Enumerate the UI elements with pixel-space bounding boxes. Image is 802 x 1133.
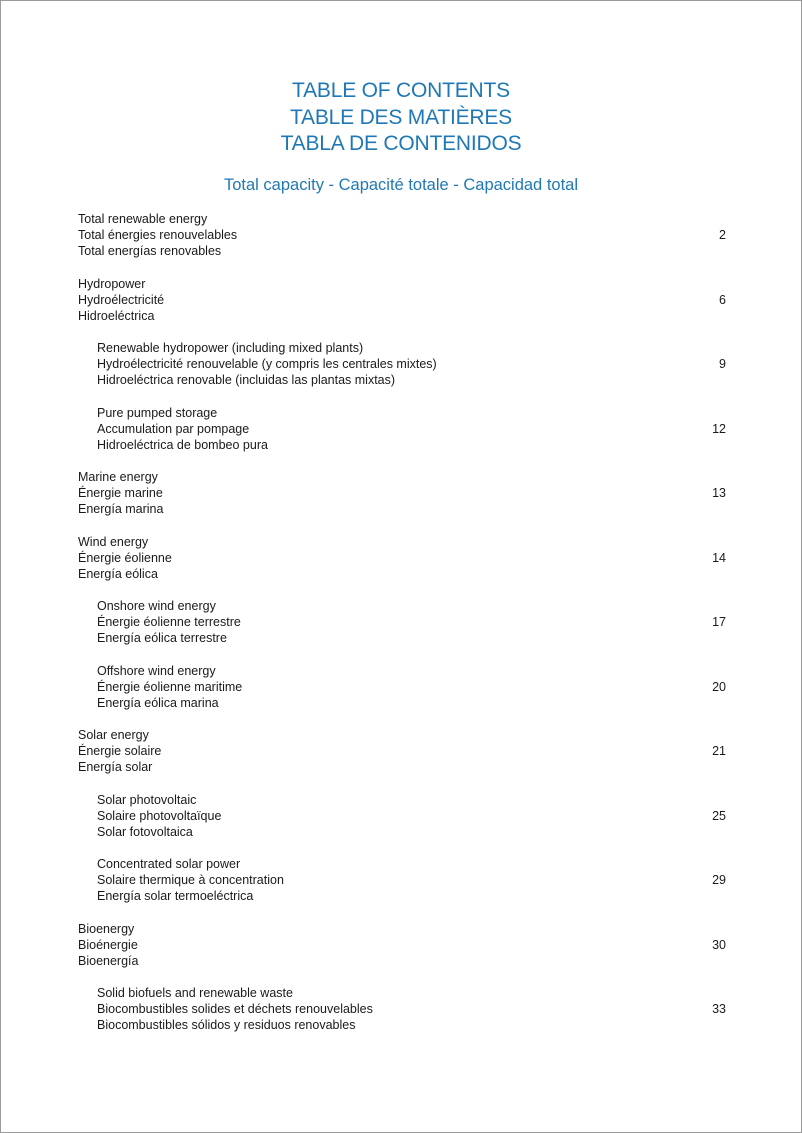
toc-label-french: Bioénergie [78, 937, 138, 952]
page-title [1, 78, 801, 158]
toc-page-number: 6 [719, 292, 726, 307]
toc-page-number: 2 [719, 228, 726, 243]
toc-page-number: 17 [712, 615, 726, 630]
toc-page-number: 33 [712, 1002, 726, 1017]
toc-label-spanish: Hidroeléctrica renovable (incluidas las plantas mixtas) [97, 373, 396, 388]
toc-entry [78, 276, 726, 341]
toc-entry-labels [97, 405, 268, 453]
toc-entry [78, 469, 726, 534]
toc-subentry [78, 985, 726, 1050]
toc-label-french: Solaire photovoltaïque [97, 808, 222, 823]
section-subtitle: Total capacity - Capacité totale - Capacidad total [223, 176, 579, 194]
toc-subentry [78, 792, 726, 857]
toc-label-english: Wind energy [78, 534, 149, 549]
toc-label-spanish: Hidroeléctrica de bombeo pura [97, 437, 268, 452]
toc-label-spanish: Total energías renovables [78, 244, 222, 259]
title-english: TABLE OF CONTENTS [292, 79, 510, 102]
toc-label-english: Renewable hydropower (including mixed plants) [97, 341, 364, 355]
toc-label-english: Solar energy [78, 728, 149, 742]
toc-entry-labels [97, 663, 242, 711]
toc-entry-labels [78, 534, 172, 582]
toc-entry [78, 211, 726, 276]
toc-entry-labels [78, 469, 163, 517]
toc-label-spanish: Energía solar [78, 760, 153, 775]
toc-label-english: Total renewable energy [78, 212, 208, 226]
toc-entry-labels [78, 276, 164, 324]
toc-label-spanish: Energía marina [78, 502, 164, 517]
toc-label-spanish: Energía eólica terrestre [97, 631, 227, 646]
toc-page-number: 21 [712, 744, 726, 759]
toc-page-number: 12 [712, 421, 726, 436]
toc-label-spanish: Energía eólica marina [97, 695, 219, 710]
toc-label-spanish: Energía solar termoeléctrica [97, 889, 254, 904]
toc-entry-labels [97, 985, 373, 1033]
toc-page-number: 20 [712, 679, 726, 694]
toc-label-french: Solaire thermique à concentration [97, 873, 284, 888]
toc-entry [78, 727, 726, 792]
toc-label-french: Biocombustibles solides et déchets renouvelables [97, 1002, 373, 1017]
toc-entry-labels [78, 921, 138, 969]
toc-subentry [78, 598, 726, 663]
toc-label-spanish: Biocombustibles sólidos y residuos renovables [97, 1018, 356, 1033]
toc-subentry [78, 340, 726, 405]
toc-label-english: Concentrated solar power [97, 857, 241, 871]
toc-page-number: 30 [712, 937, 726, 952]
toc-label-english: Marine energy [78, 470, 158, 484]
toc-label-french: Total énergies renouvelables [78, 228, 238, 243]
toc-label-french: Accumulation par pompage [97, 421, 250, 436]
toc-label-spanish: Solar fotovoltaica [97, 824, 193, 839]
toc-entry-labels [97, 792, 221, 840]
toc-page-number: 14 [712, 550, 726, 565]
toc-entry [78, 534, 726, 599]
toc-label-french: Énergie solaire [78, 744, 162, 759]
toc-page-number: 13 [712, 486, 726, 501]
toc-label-french: Énergie éolienne terrestre [97, 615, 241, 630]
toc-label-french: Hydroélectricité [78, 292, 165, 307]
toc-label-french: Énergie éolienne maritime [97, 679, 243, 694]
toc-subentry [78, 405, 726, 470]
toc-label-english: Solar photovoltaic [97, 792, 197, 807]
toc-label-english: Onshore wind energy [97, 599, 216, 613]
toc-page-number: 29 [712, 873, 726, 888]
toc-entry-labels [78, 211, 237, 259]
toc-label-french: Énergie marine [78, 486, 163, 501]
toc-subentry [78, 856, 726, 921]
toc-label-spanish: Bioenergía [78, 953, 139, 968]
toc-page-number: 9 [719, 357, 726, 372]
toc-subentry [78, 663, 726, 728]
toc-label-english: Hydropower [78, 276, 146, 291]
toc-label-spanish: Hidroeléctrica [78, 308, 155, 323]
table-of-contents [78, 211, 726, 1050]
toc-entry-labels [97, 856, 284, 904]
title-spanish: TABLA DE CONTENIDOS [280, 132, 522, 155]
toc-label-english: Pure pumped storage [97, 405, 218, 420]
toc-label-french: Hydroélectricité renouvelable (y compris les centrales mixtes) [97, 357, 437, 372]
toc-entry-labels [97, 598, 241, 646]
toc-label-english: Offshore wind energy [97, 663, 216, 678]
toc-label-english: Solid biofuels and renewable waste [97, 986, 293, 1000]
toc-entry-labels [97, 340, 437, 388]
toc-page-number: 25 [712, 808, 726, 823]
toc-entry [78, 921, 726, 986]
title-french: TABLE DES MATIÈRES [289, 105, 512, 129]
toc-label-spanish: Energía eólica [78, 566, 158, 581]
toc-label-french: Énergie éolienne [78, 550, 172, 565]
toc-entry-labels [78, 727, 161, 775]
toc-label-english: Bioenergy [78, 921, 135, 936]
